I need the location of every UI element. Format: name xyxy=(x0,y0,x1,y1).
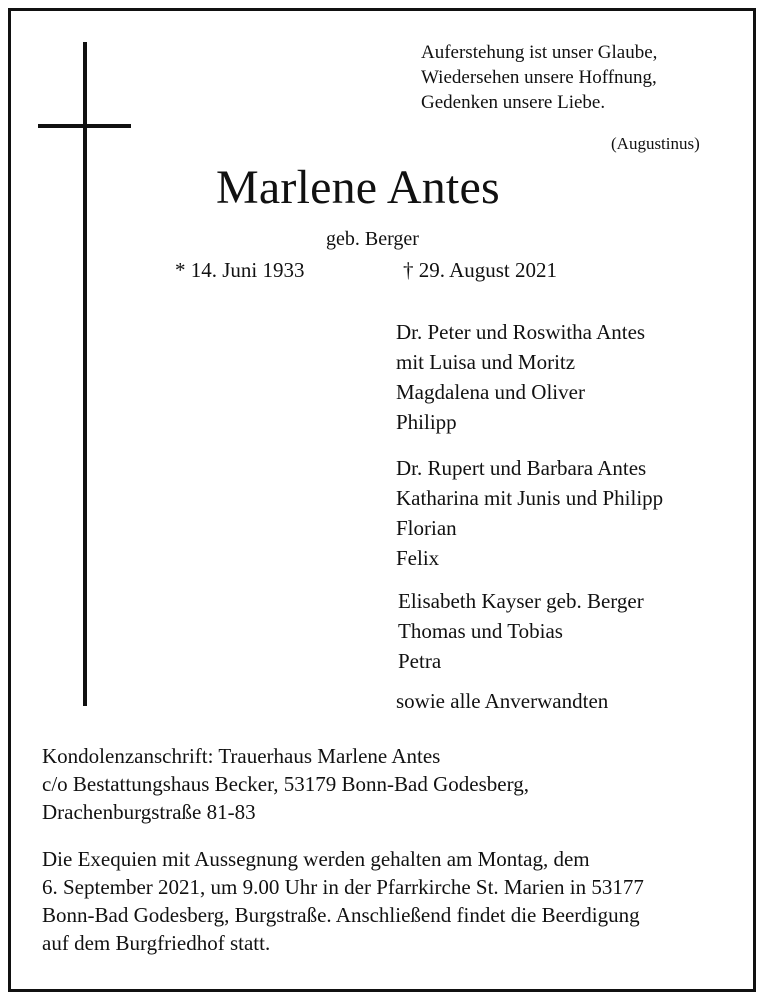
family-closing: sowie alle Anverwandten xyxy=(396,689,609,713)
family-line: Philipp xyxy=(396,410,457,434)
family-line: Florian xyxy=(396,516,457,540)
quote xyxy=(421,40,657,115)
quote-line: Gedenken unsere Liebe. xyxy=(421,92,606,113)
family-line: Felix xyxy=(396,546,440,570)
family-group-1 xyxy=(396,317,645,437)
death-date: † 29. August 2021 xyxy=(403,258,558,282)
family-group-3 xyxy=(398,586,644,676)
quote-line: Wiedersehen unsere Hoffnung, xyxy=(421,67,657,88)
condolence-address xyxy=(42,742,529,826)
service-line: auf dem Burgfriedhof statt. xyxy=(42,931,271,955)
quote-line: Auferstehung ist unser Glaube, xyxy=(421,42,658,63)
quote-source: (Augustinus) xyxy=(611,134,700,153)
family-line: Magdalena und Oliver xyxy=(396,380,585,404)
family-line: Thomas und Tobias xyxy=(398,619,563,643)
service-line: Die Exequien mit Aussegnung werden gehalten am Montag, dem xyxy=(42,847,590,871)
birth-date: * 14. Juni 1933 xyxy=(175,258,305,282)
maiden-name: geb. Berger xyxy=(326,228,419,250)
condolence-line: Kondolenzanschrift: Trauerhaus Marlene Antes xyxy=(42,744,441,768)
family-line: Dr. Rupert und Barbara Antes xyxy=(396,456,647,480)
service-line: 6. September 2021, um 9.00 Uhr in der Pfarrkirche St. Marien in 53177 xyxy=(42,875,644,899)
deceased-name: Marlene Antes xyxy=(216,161,500,214)
cross-icon-horizontal xyxy=(38,124,131,128)
service-line: Bonn-Bad Godesberg, Burgstraße. Anschließend findet die Beerdigung xyxy=(42,903,640,927)
family-line: Dr. Peter und Roswitha Antes xyxy=(396,320,646,344)
family-line: Katharina mit Junis und Philipp xyxy=(396,486,664,510)
condolence-line: c/o Bestattungshaus Becker, 53179 Bonn-Bad Godesberg, xyxy=(42,772,529,796)
family-line: Petra xyxy=(398,649,442,673)
family-group-2 xyxy=(396,453,663,573)
condolence-line: Drachenburgstraße 81-83 xyxy=(42,800,256,824)
service-info xyxy=(42,845,644,957)
cross-icon-vertical xyxy=(83,42,87,706)
family-line: Elisabeth Kayser geb. Berger xyxy=(398,589,644,613)
family-line: mit Luisa und Moritz xyxy=(396,350,576,374)
